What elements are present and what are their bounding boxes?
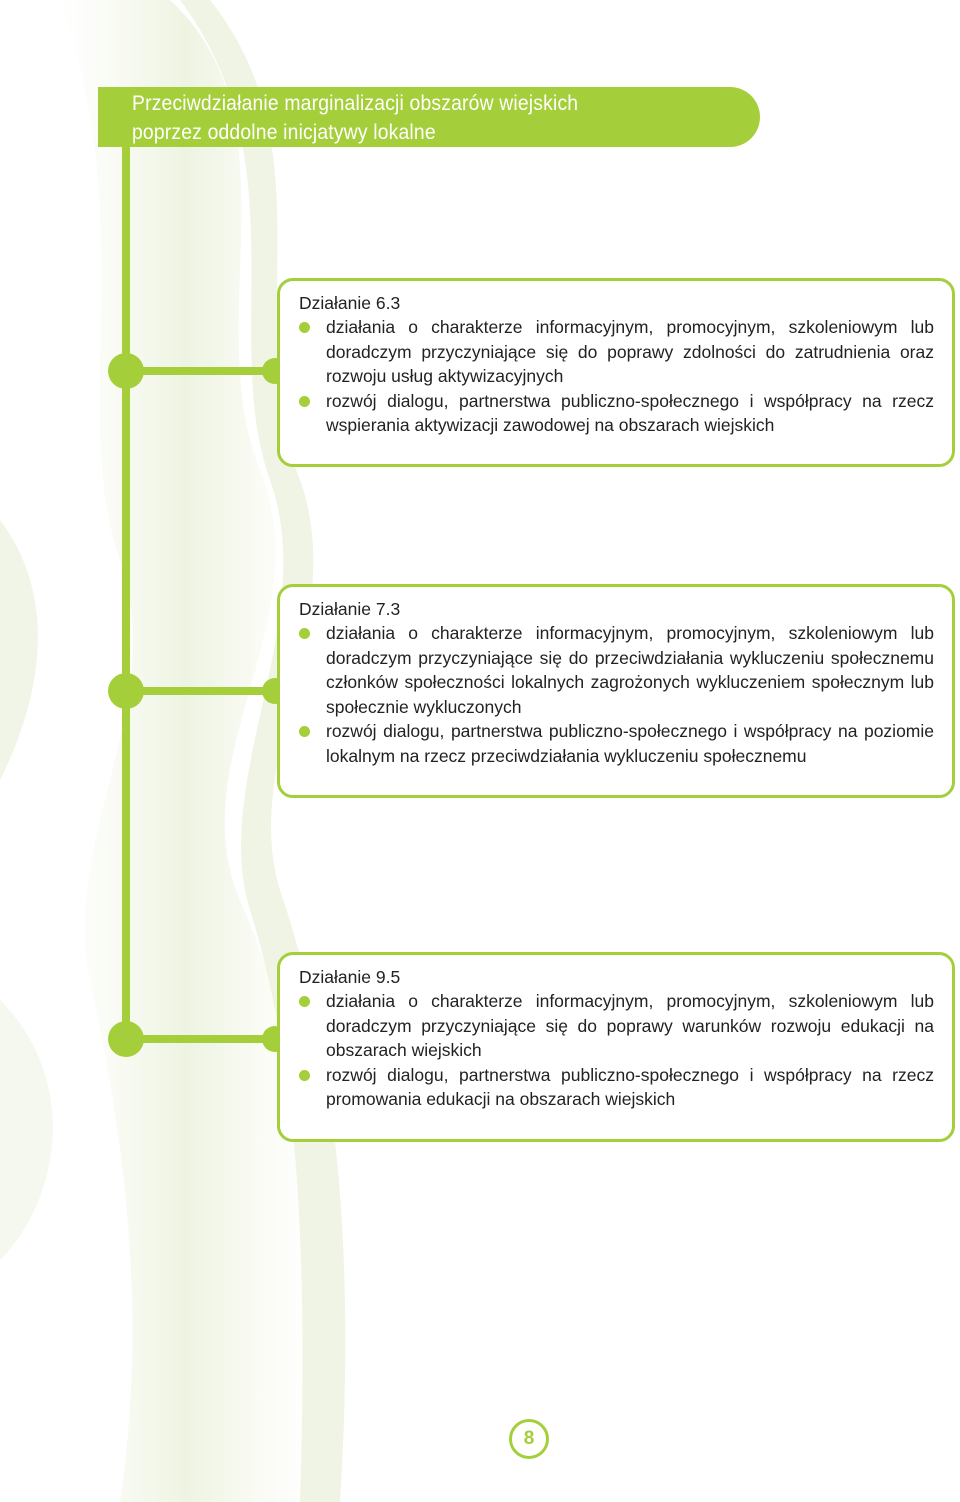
- list-item: [299, 389, 934, 438]
- list-item-text: rozwój dialogu, partnerstwa publiczno-społecznego i współpracy na poziomie lokalnym na rzecz przeciwdziałania wykluczeniu społecznemu: [326, 721, 934, 766]
- tree-branch-2: [126, 687, 276, 695]
- tree-node-3: [108, 1021, 144, 1057]
- tree-node-2: [108, 673, 144, 709]
- bullet-dot-icon: [299, 996, 310, 1007]
- page-title-line-2: poprzez oddolne inicjatywy lokalne: [132, 121, 436, 144]
- tree-branch-3: [126, 1035, 276, 1043]
- action-card-title: Działanie 7.3: [299, 599, 401, 619]
- list-item-text: rozwój dialogu, partnerstwa publiczno-społecznego i współpracy na rzecz wspierania aktywizacji zawodowej na obszarach wiejskich: [326, 390, 934, 435]
- list-item: [299, 315, 934, 389]
- list-item: [299, 621, 934, 719]
- list-item: [299, 989, 934, 1063]
- list-item: [299, 719, 934, 768]
- action-card-title: Działanie 6.3: [299, 293, 401, 313]
- action-card-7-3: [277, 584, 955, 798]
- bullet-dot-icon: [299, 628, 310, 639]
- tree-node-1: [108, 353, 144, 389]
- action-card-title: Działanie 9.5: [299, 967, 401, 987]
- page-number: 8: [509, 1419, 549, 1459]
- action-card-6-3: [277, 278, 955, 467]
- page-title-line-1: Przeciwdziałanie marginalizacji obszarów wiejskich: [132, 92, 579, 115]
- tree-connector-line: [122, 147, 130, 1039]
- bullet-dot-icon: [299, 1070, 310, 1081]
- bullet-dot-icon: [299, 396, 310, 407]
- list-item-text: działania o charakterze informacyjnym, promocyjnym, szkoleniowym lub doradczym przyczyniające się do poprawy warunków rozwoju edukacji na obszarach wiejskich: [326, 991, 934, 1060]
- bullet-dot-icon: [299, 726, 310, 737]
- list-item-text: rozwój dialogu, partnerstwa publiczno-społecznego i współpracy na rzecz promowania edukacji na obszarach wiejskich: [326, 1064, 934, 1109]
- list-item: [299, 1063, 934, 1112]
- list-item-text: działania o charakterze informacyjnym, promocyjnym, szkoleniowym lub doradczym przyczyniające się do poprawy zdolności do zatrudnienia oraz rozwoju usług aktywizacyjnych: [326, 317, 934, 386]
- action-card-9-5: [277, 952, 955, 1142]
- bullet-dot-icon: [299, 322, 310, 333]
- tree-branch-1: [126, 367, 276, 375]
- page-title: [132, 89, 684, 147]
- list-item-text: działania o charakterze informacyjnym, promocyjnym, szkoleniowym lub doradczym przyczyniające się do przeciwdziałania wykluczeniu społecznemu członków społeczności lokalnych zagrożonych wykluczeniem społecznym lub społecznie wykluczonych: [326, 623, 934, 717]
